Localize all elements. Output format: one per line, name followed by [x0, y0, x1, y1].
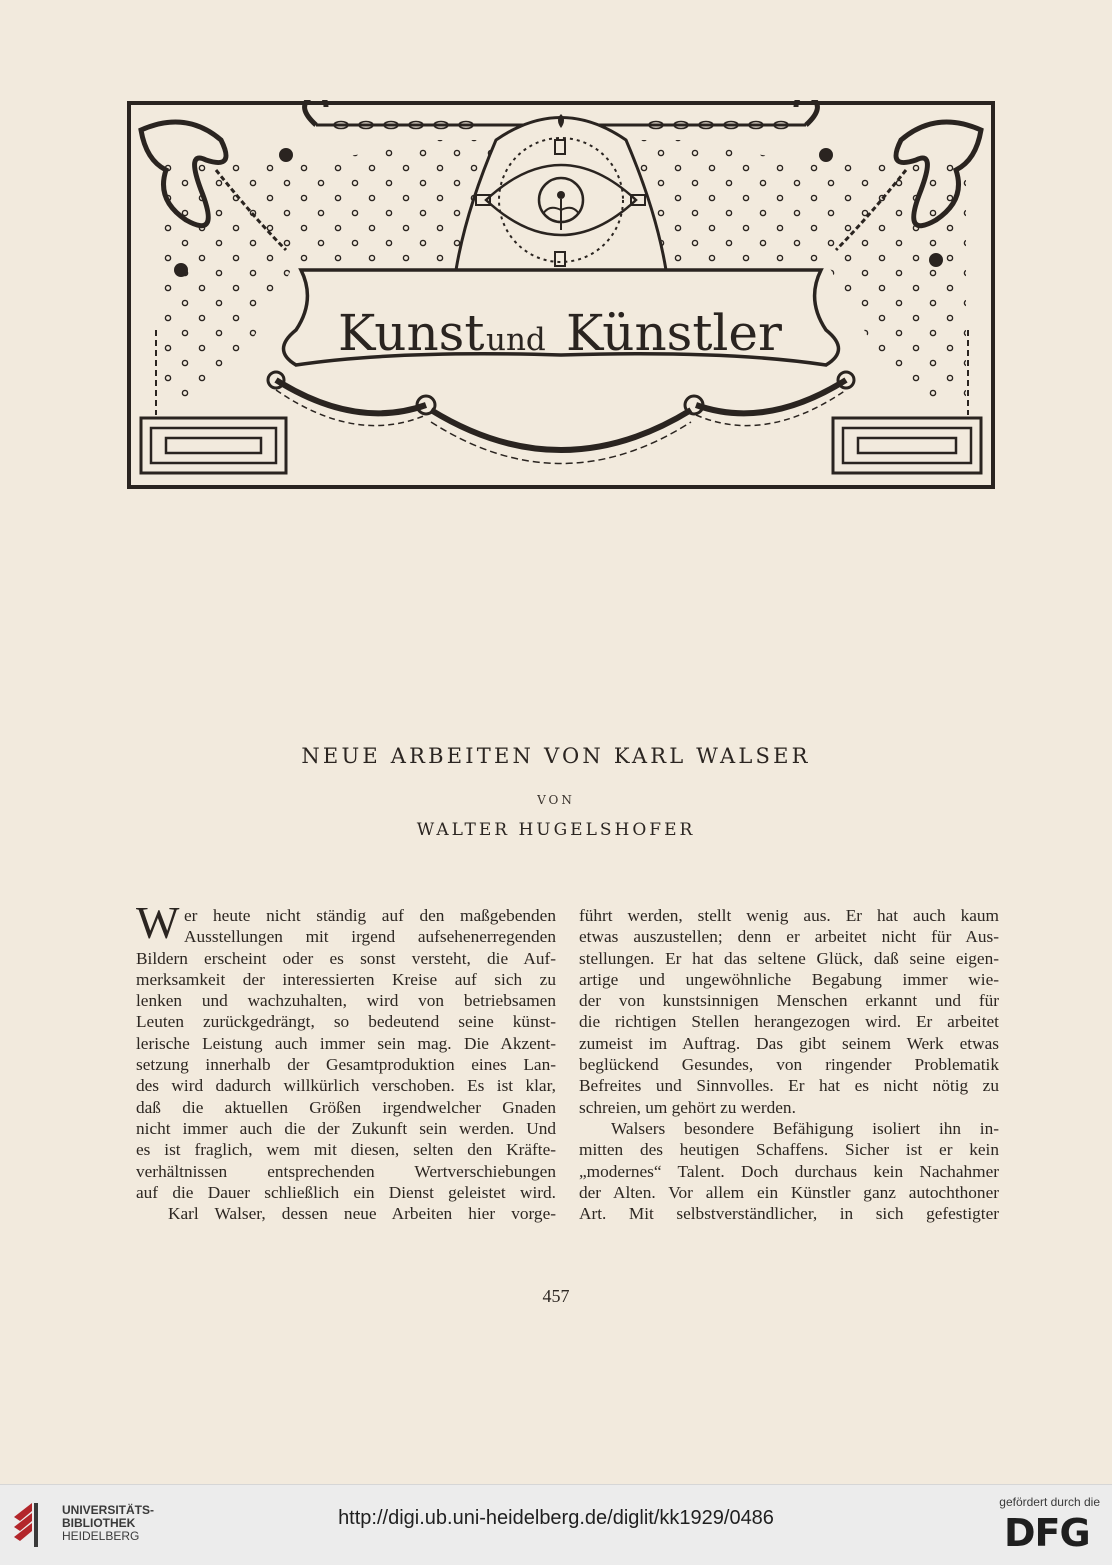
- text-line: Art. Mit selbstverständlicher, in sich gefestigter: [579, 1204, 999, 1224]
- text-line: stellungen. Er hat das seltene Glück, daß seine eigen-: [579, 948, 999, 968]
- text-line: Leuten zurückgedrängt, so bedeutend seine künst-: [136, 1012, 556, 1032]
- text-line: Befreites und Sinnvolles. Er hat es nicht nötig zu: [579, 1076, 999, 1096]
- text-line: daß die aktuellen Größen irgendwelcher Gnaden: [136, 1097, 556, 1117]
- viewer-footer: [0, 1484, 1112, 1565]
- ornamental-banner: [126, 100, 996, 490]
- article-author: WALTER HUGELSHOFER: [416, 820, 696, 840]
- text-line: er heute nicht ständig auf den maßgebenden: [184, 906, 556, 925]
- text-line: setzung innerhalb der Gesamtproduktion eines Lan-: [136, 1055, 556, 1075]
- permalink-url[interactable]: http://digi.ub.uni-heidelberg.de/diglit/kk1929/0486: [338, 1507, 774, 1529]
- text-line: etwas auszustellen; denn er arbeitet nicht für Aus-: [579, 927, 999, 947]
- text-line: „modernes“ Talent. Doch durchaus kein Nachahmer: [579, 1161, 999, 1181]
- text-line: zumeist im Auftrag. Das gibt seinem Werk etwas: [579, 1033, 999, 1053]
- dfg-support-text: gefördert durch die: [999, 1495, 1100, 1509]
- library-name-line: UNIVERSITÄTS-: [62, 1503, 155, 1517]
- text-line: Bildern erscheint oder es sonst versteht, die Auf-: [136, 948, 556, 968]
- text-line: mitten des heutigen Schaffens. Sicher ist er kein: [579, 1140, 999, 1160]
- text-line: merksamkeit der interessierten Kreise auf sich zu: [136, 969, 556, 989]
- text-line: auf die Dauer schließlich ein Dienst geleistet wird.: [136, 1182, 556, 1202]
- text-line: Walsers besondere Befähigung isoliert ihn in-: [611, 1118, 999, 1138]
- text-line: nicht immer auch die der Zukunft sein werden. Und: [136, 1118, 556, 1138]
- banner-title-kunst: Kunst: [338, 304, 485, 362]
- banner-title-und: und: [486, 322, 546, 358]
- text-line: beglückend Gesundes, von ringender Problematik: [579, 1055, 999, 1075]
- text-line: die richtigen Stellen herangezogen wird. Er arbeitet: [579, 1012, 999, 1032]
- dfg-logo-text: DFG: [1004, 1513, 1090, 1551]
- article-title: NEUE ARBEITEN VON KARL WALSER: [301, 744, 811, 768]
- text-column-right: [579, 905, 999, 1224]
- text-line: des wird dadurch willkürlich verschoben. Es ist klar,: [136, 1076, 556, 1096]
- text-line: der von kunstsinnigen Menschen erkannt und für: [579, 991, 999, 1011]
- library-name-line: HEIDELBERG: [62, 1529, 140, 1543]
- text-line: der Alten. Vor allem ein Künstler ganz autochthoner: [579, 1182, 999, 1202]
- text-line: lenken und wachzuhalten, wird von betriebsamen: [136, 991, 556, 1011]
- text-line: verhältnissen entsprechenden Wertverschiebungen: [136, 1161, 556, 1181]
- page-number: 457: [542, 1286, 570, 1306]
- drop-cap: W: [136, 897, 180, 948]
- text-column-left: [136, 905, 556, 1224]
- banner-title-kuenstler: Künstler: [566, 304, 782, 362]
- text-line: Ausstellungen mit irgend aufsehenerregenden: [184, 927, 556, 947]
- text-line: führt werden, stellt wenig aus. Er hat auch kaum: [579, 906, 999, 925]
- text-line: Karl Walser, dessen neue Arbeiten hier vorge-: [168, 1204, 556, 1224]
- text-line: es ist fraglich, wem mit diesen, selten den Kräfte-: [136, 1140, 556, 1160]
- library-name-line: BIBLIOTHEK: [62, 1516, 136, 1530]
- text-line: lerische Leistung auch immer sein mag. Die Akzent-: [136, 1033, 556, 1053]
- article-byline-von: VON: [537, 793, 575, 807]
- text-line: schreien, um gehört zu werden.: [579, 1097, 796, 1117]
- dfg-logo-icon[interactable]: [1004, 1513, 1100, 1551]
- text-line: artige und ungewöhnliche Begabung immer wie-: [579, 969, 999, 989]
